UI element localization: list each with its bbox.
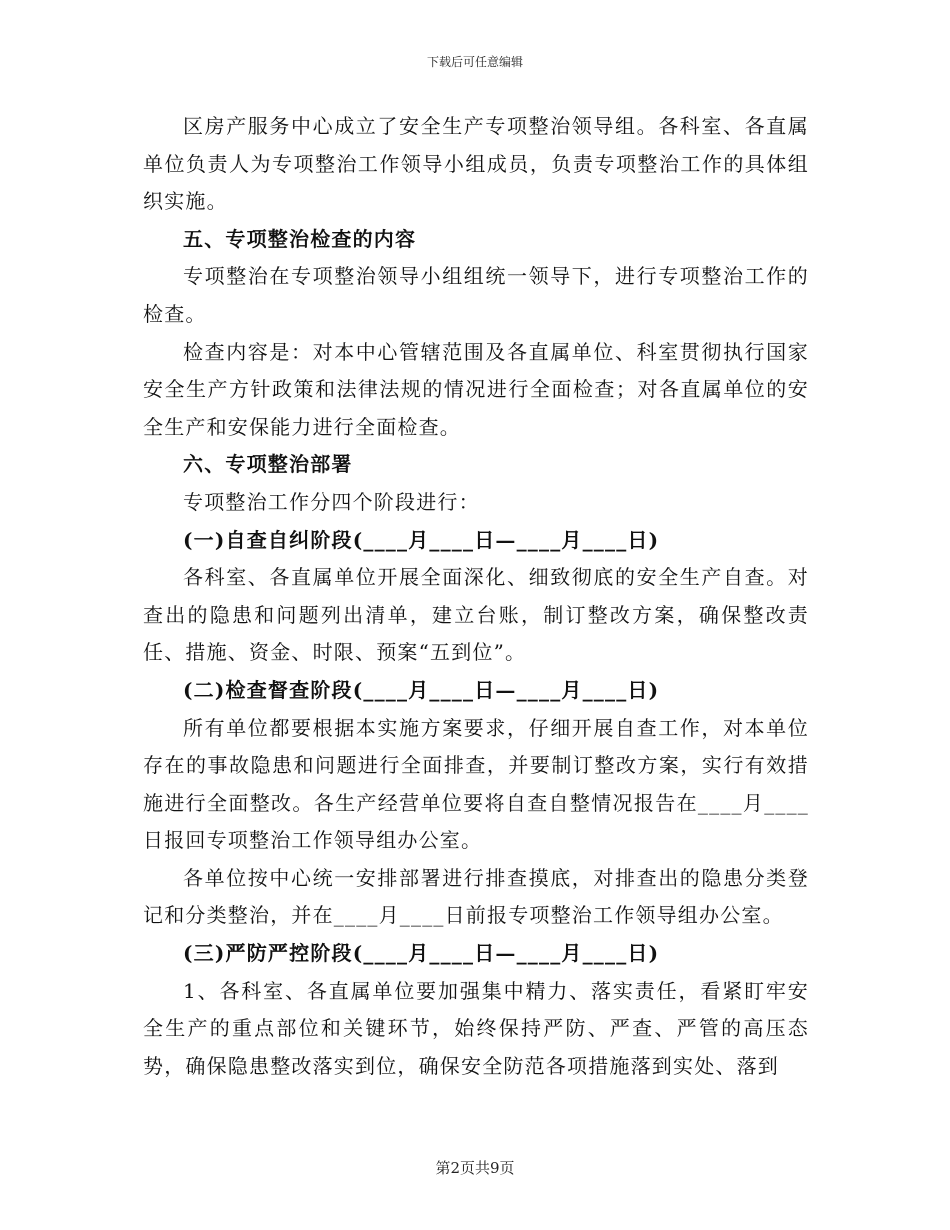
stage-heading: (一)自查自纠阶段(____月____日—____月____日) <box>183 527 660 552</box>
page-header: 下载后可任意编辑 <box>426 55 523 69</box>
paragraph: 检查内容是：对本中心管辖范围及各直属单位、科室贯彻执行国家安全生产方针政策和法律法规的情况进行全面检查；对各直属单位的安全生产和安保能力进行全面检查。 <box>143 339 809 439</box>
stage-heading: (二)检查督查阶段(____月____日—____月____日) <box>183 677 660 702</box>
paragraph: 1、各科室、各直属单位要加强集中精力、落实责任，看紧盯牢安全生产的重点部位和关键环节，始终保持严防、严查、严管的高压态势，确保隐患整改落实到位，确保安全防范各项措施落到实处、落到 <box>143 978 809 1078</box>
paragraph: 各科室、各直属单位开展全面深化、细致彻底的安全生产自查。对查出的隐患和问题列出清单，建立台账，制订整改方案，确保整改责任、措施、资金、时限、预案“五到位”。 <box>143 565 809 665</box>
paragraph: 区房产服务中心成立了安全生产专项整治领导组。各科室、各直属单位负责人为专项整治工作领导小组成员，负责专项整治工作的具体组织实施。 <box>143 114 809 214</box>
paragraph: 所有单位都要根据本实施方案要求，仔细开展自查工作，对本单位存在的事故隐患和问题进行全面排查，并要制订整改方案，实行有效措施进行全面整改。各生产经营单位要将自查自整情况报告在____月____日报回专项整治工作领导组办公室。 <box>143 715 809 853</box>
section-heading: 五、专项整治检查的内容 <box>183 226 417 251</box>
document-body <box>143 108 809 1085</box>
page-number: 第2页共9页 <box>435 1159 515 1177</box>
stage-heading: (三)严防严控阶段(____月____日—____月____日) <box>183 941 660 966</box>
paragraph: 各单位按中心统一安排部署进行排查摸底，对排查出的隐患分类登记和分类整治，并在____月____日前报专项整治工作领导组办公室。 <box>143 865 809 928</box>
section-heading: 六、专项整治部署 <box>183 452 353 477</box>
paragraph: 专项整治在专项整治领导小组组统一领导下，进行专项整治工作的检查。 <box>143 264 809 326</box>
paragraph: 专项整治工作分四个阶段进行： <box>183 489 480 514</box>
